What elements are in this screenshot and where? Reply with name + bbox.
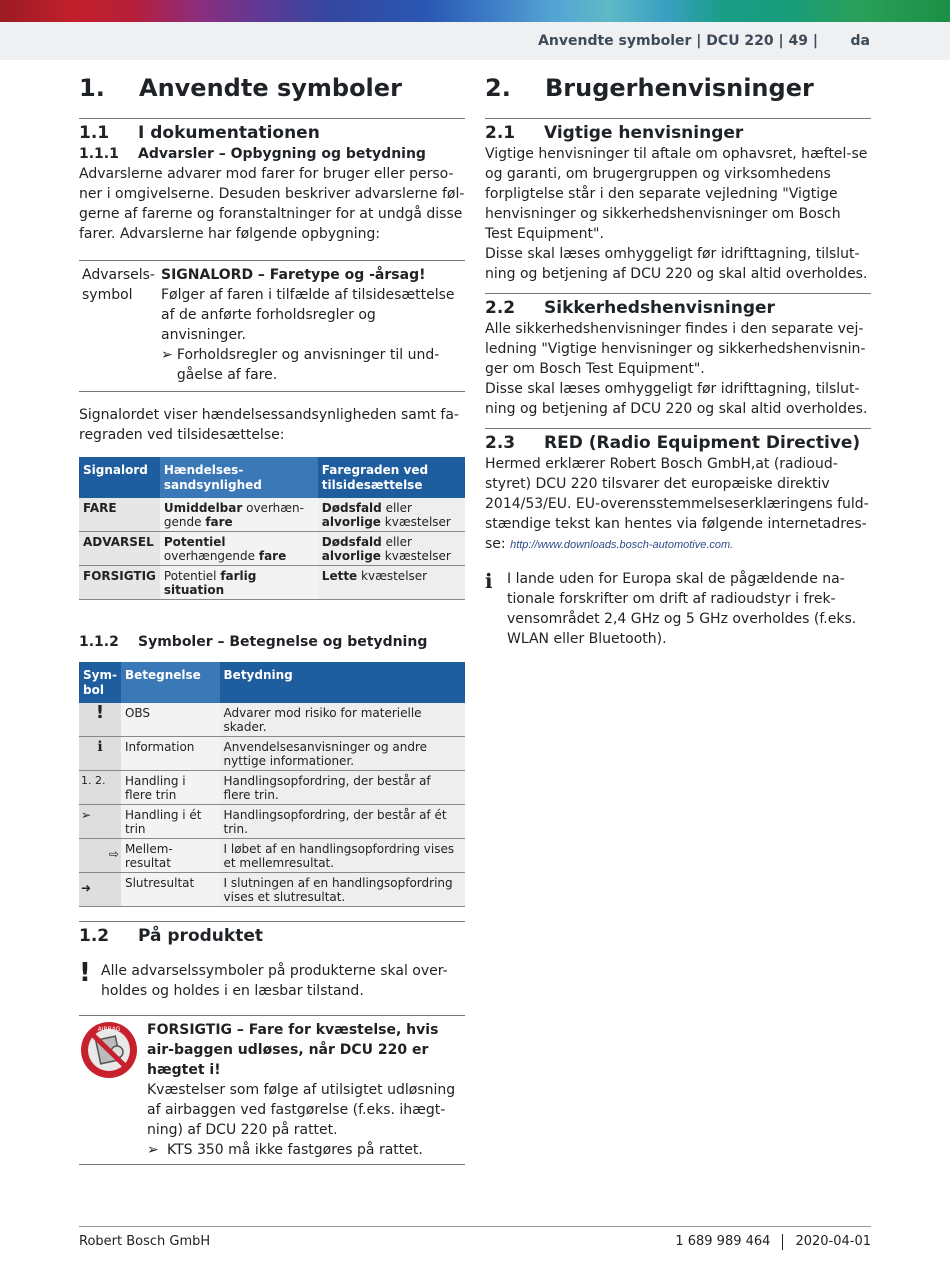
section-heading-1-1-2 (79, 632, 465, 652)
table-cell: Slutresultat (121, 873, 220, 907)
heading-number: 2.1 (485, 123, 516, 143)
right-column (485, 74, 871, 649)
table-cell: Dødsfald eller alvorlige kvæstelser (318, 532, 465, 566)
divider (79, 118, 465, 119)
arrow-icon: ➢ (161, 347, 173, 363)
table-row (79, 532, 465, 566)
exclamation-icon: ! (79, 958, 91, 988)
paragraph: Vigtige henvisninger til aftale om ophavsret, hæftel-se og garanti, om brugergruppen og virksomhedens forpligtelse står i den separate vejledning "Vigtige henvisninger og sikkerhedshenvisninger om Bosch Test Equipment". (485, 146, 868, 242)
table-cell: I løbet af en handlingsopfordring vises et mellemresultat. (220, 839, 465, 873)
footer-date: 2020-04-01 (795, 1234, 871, 1249)
table-cell: Lette kvæstelser (318, 566, 465, 600)
table-cell: Potentiel overhængende fare (160, 532, 318, 566)
heading-title: Symboler – Betegnelse og betydning (138, 634, 428, 650)
table-header: Betydning (220, 662, 465, 703)
section-heading-1 (79, 74, 465, 104)
table-cell: Potentiel farlig situation (160, 566, 318, 600)
heading-number: 2.2 (485, 298, 516, 318)
paragraph: Alle sikkerhedshenvisninger findes i den separate vej-ledning "Vigtige henvisninger og sikkerhedshenvisnin-ger om Bosch Test Equipment". (485, 321, 866, 377)
divider (485, 428, 871, 429)
table-row (79, 771, 465, 805)
table-cell: FORSIGTIG (79, 566, 160, 600)
table-row (79, 805, 465, 839)
table-header: Signalord (79, 457, 160, 498)
table-cell: Handling i flere trin (121, 771, 220, 805)
footer-meta (675, 1234, 871, 1250)
section-heading-2-1 (485, 122, 871, 144)
heading-title: Vigtige henvisninger (544, 123, 744, 143)
info-icon: ℹ (79, 737, 121, 771)
warning-title: SIGNALORD – Faretype og -årsag! (161, 267, 426, 283)
airbag-warning-box (79, 1015, 465, 1165)
table-cell: Handlingsopfordring, der består af flere trin. (220, 771, 465, 805)
table-header: Faregraden ved tilsidesættelse (318, 457, 465, 498)
table-cell: Mellem-resultat (121, 839, 220, 873)
steps-icon: 1. 2. (79, 771, 121, 805)
header-title: Anvendte symboler | DCU 220 | 49 | (538, 33, 818, 49)
table-row (79, 566, 465, 600)
heading-number: 2. (485, 74, 511, 102)
heading-number: 1.1.1 (79, 146, 119, 162)
footer-separator (782, 1234, 783, 1250)
table-row (79, 839, 465, 873)
heading-number: 1.1.2 (79, 634, 119, 650)
warning-structure-box (79, 260, 465, 392)
warning-body: Følger af faren i tilfælde af tilsidesættelse af de anførte forholdsregler og anvisninger. (161, 287, 455, 343)
section-heading-2-2 (485, 297, 871, 319)
table-cell: Anvendelsesanvisninger og andre nyttige informationer. (220, 737, 465, 771)
footer-company: Robert Bosch GmbH (79, 1234, 211, 1249)
heading-number: 2.3 (485, 433, 516, 453)
notice-box (485, 569, 871, 649)
heading-number: 1.2 (79, 926, 110, 946)
section-heading-1-2 (79, 925, 465, 947)
table-cell: Umiddelbar overhæn-gende fare (160, 498, 318, 532)
table-header: Sym-bol (79, 662, 121, 703)
heading-title: Advarsler – Opbygning og betydning (138, 146, 426, 162)
notice-text: Alle advarselssymboler på produkterne skal over-holdes og holdes i en læsbar tilstand. (101, 963, 448, 999)
final-result-icon: ➜ (79, 873, 121, 907)
footer-docnum: 1 689 989 464 (675, 1234, 771, 1249)
section-heading-1-1 (79, 122, 465, 144)
heading-number: 1.1 (79, 123, 110, 143)
table-cell: FARE (79, 498, 160, 532)
heading-title: Brugerhenvisninger (545, 74, 814, 102)
heading-title: Anvendte symboler (139, 74, 402, 102)
divider (485, 293, 871, 294)
section-heading-1-1-1 (79, 144, 465, 164)
table-cell: Handling i ét trin (121, 805, 220, 839)
no-airbag-icon (79, 1020, 147, 1160)
table-header: Betegnelse (121, 662, 220, 703)
airbag-warning-title: FORSIGTIG – Fare for kvæstelse, hvis air-baggen udløses, når DCU 220 er hægtet i! (147, 1022, 439, 1078)
footer-divider (79, 1226, 871, 1227)
heading-number: 1. (79, 74, 105, 102)
symbol-table (79, 662, 465, 907)
page-header (0, 22, 950, 60)
table-cell: OBS (121, 703, 220, 737)
table-cell: I slutningen af en handlingsopfordring vises et slutresultat. (220, 873, 465, 907)
exclamation-icon: ! (79, 703, 121, 737)
table-header: Hændelses-sandsynlighed (160, 457, 318, 498)
table-cell: Advarer mod risiko for materielle skader. (220, 703, 465, 737)
airbag-action: KTS 350 må ikke fastgøres på rattet. (167, 1142, 423, 1158)
table-row (79, 498, 465, 532)
intermediate-result-icon: ⇨ (79, 839, 121, 873)
airbag-warning-body: Kvæstelser som følge af utilsigtet udløsning af airbaggen ved fastgørelse (f.eks. ihægt-ning) af DCU 220 på rattet. (147, 1082, 456, 1138)
svg-text:AIRBAG: AIRBAG (97, 1026, 121, 1033)
heading-title: I dokumentationen (138, 123, 320, 143)
signal-word-table (79, 457, 465, 600)
left-column (79, 74, 465, 1165)
header-language: da (850, 33, 870, 49)
table-row (79, 737, 465, 771)
table-row (79, 703, 465, 737)
table-cell: Dødsfald eller alvorlige kvæstelser (318, 498, 465, 532)
divider (485, 118, 871, 119)
heading-title: RED (Radio Equipment Directive) (544, 433, 861, 453)
paragraph: Disse skal læses omhyggeligt før idrifttagning, tilslut-ning og betjening af DCU 220 og skal altid overholdes. (485, 381, 868, 417)
table-cell: Information (121, 737, 220, 771)
paragraph: Advarslerne advarer mod farer for bruger eller perso-ner i omgivelserne. Desuden beskriver advarslerne føl-gerne af farerne og foranstaltninger for at undgå disse farer. Advarslerne har følgende opbygning: (79, 166, 465, 242)
notice-box (79, 958, 465, 1001)
table-row (79, 873, 465, 907)
section-heading-2-3 (485, 432, 871, 454)
notice-text: I lande uden for Europa skal de pågældende na-tionale forskrifter om drift af radioudstyr i frek-vensområdet 2,4 GHz og 5 GHz overholdes (f.eks. WLAN eller Bluetooth). (507, 571, 857, 647)
divider (79, 921, 465, 922)
brand-color-bar (0, 0, 950, 22)
heading-title: På produktet (138, 926, 263, 946)
paragraph: Signalordet viser hændelsessandsynligheden samt fa-regraden ved tilsidesættelse: (79, 407, 459, 443)
arrow-icon: ➢ (147, 1142, 159, 1158)
arrow-icon: ➢ (79, 805, 121, 839)
info-icon: ℹ (485, 569, 493, 593)
paragraph: Hermed erklærer Robert Bosch GmbH,at (radioud-styret) DCU 220 tilsvarer det europæiske direktiv 2014/53/EU. EU-overensstemmelseserklæringens fuld-stændige tekst kan hentes via følgende internetadres-se: http://www.downloads.bosch-automotive.com. (485, 456, 869, 552)
warning-symbol-label: Advarsels-symbol (82, 267, 155, 303)
table-cell: ADVARSEL (79, 532, 160, 566)
paragraph: Disse skal læses omhyggeligt før idrifttagning, tilslut-ning og betjening af DCU 220 og skal altid overholdes. (485, 246, 868, 282)
heading-title: Sikkerhedshenvisninger (544, 298, 775, 318)
warning-action: Forholdsregler og anvisninger til und-gåelse af fare. (176, 347, 440, 383)
download-link[interactable]: http://www.downloads.bosch-automotive.com. (510, 539, 734, 551)
table-cell: Handlingsopfordring, der består af ét trin. (220, 805, 465, 839)
section-heading-2 (485, 74, 871, 104)
